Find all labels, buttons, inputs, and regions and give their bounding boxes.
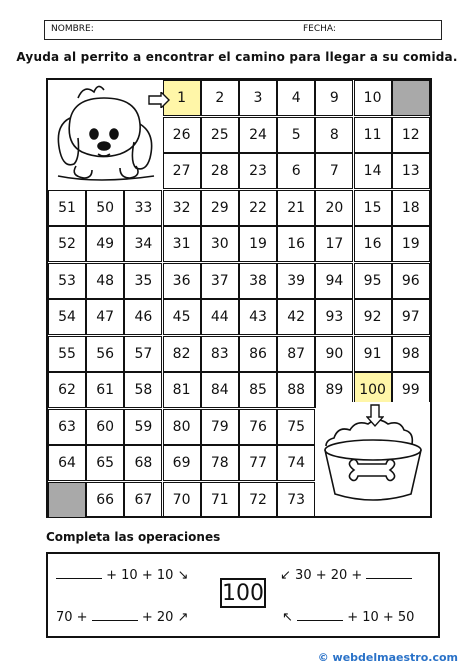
maze-cell[interactable]: 51 [48, 190, 86, 226]
maze-cell[interactable]: 25 [201, 117, 239, 153]
arrow-left-icon: ↙ [280, 568, 291, 583]
maze-cell[interactable]: 17 [315, 226, 353, 262]
maze-cell[interactable]: 43 [239, 299, 277, 335]
maze-cell[interactable]: 92 [354, 299, 392, 335]
maze-cell[interactable] [48, 482, 86, 518]
arrow-left-icon: ↖ [282, 610, 293, 625]
maze-cell[interactable]: 32 [163, 190, 201, 226]
maze-cell[interactable]: 33 [124, 190, 162, 226]
maze-cell[interactable]: 90 [315, 336, 353, 372]
maze-cell[interactable]: 37 [201, 263, 239, 299]
answer-blank[interactable] [92, 610, 138, 621]
maze-cell[interactable]: 34 [124, 226, 162, 262]
maze-cell[interactable]: 36 [163, 263, 201, 299]
name-label: NOMBRE: [51, 24, 94, 34]
maze-cell[interactable]: 13 [392, 153, 430, 189]
maze-cell[interactable]: 24 [239, 117, 277, 153]
maze-cell[interactable]: 59 [124, 409, 162, 445]
maze-cell[interactable]: 38 [239, 263, 277, 299]
maze-cell[interactable]: 19 [239, 226, 277, 262]
maze-cell[interactable]: 26 [163, 117, 201, 153]
maze-cell[interactable]: 98 [392, 336, 430, 372]
maze-cell[interactable]: 27 [163, 153, 201, 189]
maze-cell[interactable]: 88 [277, 372, 315, 408]
maze-cell[interactable]: 21 [277, 190, 315, 226]
maze-cell[interactable]: 6 [277, 153, 315, 189]
maze-cell[interactable]: 87 [277, 336, 315, 372]
maze-cell[interactable]: 96 [392, 263, 430, 299]
maze-cell[interactable]: 12 [392, 117, 430, 153]
maze-cell[interactable]: 78 [201, 445, 239, 481]
maze-cell[interactable]: 85 [239, 372, 277, 408]
maze-cell[interactable]: 75 [277, 409, 315, 445]
maze-cell[interactable]: 44 [201, 299, 239, 335]
maze-cell[interactable]: 48 [86, 263, 124, 299]
operation-text: 30 + 20 + [295, 568, 363, 583]
maze-cell[interactable]: 72 [239, 482, 277, 518]
maze-cell[interactable]: 100 [354, 372, 392, 408]
maze-cell[interactable]: 61 [86, 372, 124, 408]
maze-cell[interactable]: 28 [201, 153, 239, 189]
maze-cell[interactable]: 15 [354, 190, 392, 226]
maze-cell[interactable]: 19 [392, 226, 430, 262]
maze-cell[interactable]: 66 [86, 482, 124, 518]
maze-cell[interactable]: 54 [48, 299, 86, 335]
maze-cell[interactable]: 71 [201, 482, 239, 518]
maze-cell[interactable]: 49 [86, 226, 124, 262]
maze-cell[interactable]: 10 [354, 80, 392, 116]
arrow-right-icon: ↗ [177, 610, 189, 625]
footer-credit: © webdelmaestro.com [317, 651, 458, 664]
maze-cell[interactable] [392, 80, 430, 116]
maze-cell[interactable]: 99 [392, 372, 430, 408]
maze-cell[interactable]: 42 [277, 299, 315, 335]
maze-cell[interactable]: 65 [86, 445, 124, 481]
operation-top-left [56, 568, 188, 583]
maze-cell[interactable]: 68 [124, 445, 162, 481]
maze-cell[interactable]: 11 [354, 117, 392, 153]
maze-grid [46, 78, 432, 518]
maze-cell[interactable]: 93 [315, 299, 353, 335]
maze-cell[interactable]: 9 [315, 80, 353, 116]
maze-cell[interactable]: 80 [163, 409, 201, 445]
maze-cell[interactable]: 79 [201, 409, 239, 445]
start-arrow-icon [148, 92, 170, 108]
maze-cell[interactable]: 35 [124, 263, 162, 299]
maze-cell[interactable]: 63 [48, 409, 86, 445]
target-number: 100 [220, 578, 266, 608]
maze-cell[interactable]: 60 [86, 409, 124, 445]
maze-cell[interactable]: 53 [48, 263, 86, 299]
operation-bottom-left [56, 610, 188, 625]
maze-cell[interactable]: 62 [48, 372, 86, 408]
operation-bottom-right [282, 610, 414, 625]
date-label: FECHA: [303, 24, 336, 34]
maze-cell[interactable]: 64 [48, 445, 86, 481]
maze-cell[interactable]: 14 [354, 153, 392, 189]
operation-top-right [280, 568, 412, 583]
operations-subtitle: Completa las operaciones [46, 530, 221, 544]
maze-cell[interactable]: 70 [163, 482, 201, 518]
maze-cell[interactable]: 94 [315, 263, 353, 299]
maze-cell[interactable]: 39 [277, 263, 315, 299]
maze-cell[interactable]: 77 [239, 445, 277, 481]
maze-cell[interactable]: 30 [201, 226, 239, 262]
dog-illustration [48, 80, 162, 188]
maze-cell[interactable]: 29 [201, 190, 239, 226]
maze-cell[interactable]: 45 [163, 299, 201, 335]
maze-cell[interactable]: 20 [315, 190, 353, 226]
maze-cell[interactable]: 76 [239, 409, 277, 445]
maze-cell[interactable]: 7 [315, 153, 353, 189]
maze-cell[interactable]: 58 [124, 372, 162, 408]
arrow-right-icon: ↘ [177, 568, 189, 583]
maze-cell[interactable]: 82 [163, 336, 201, 372]
dog-icon [48, 80, 162, 188]
answer-blank[interactable] [56, 568, 102, 579]
maze-cell[interactable]: 4 [277, 80, 315, 116]
maze-cell[interactable]: 69 [163, 445, 201, 481]
maze-cell[interactable]: 46 [124, 299, 162, 335]
maze-cell[interactable]: 3 [239, 80, 277, 116]
answer-blank[interactable] [297, 610, 343, 621]
maze-cell[interactable]: 67 [124, 482, 162, 518]
maze-cell[interactable]: 97 [392, 299, 430, 335]
maze-cell[interactable]: 8 [315, 117, 353, 153]
operations-box [46, 552, 440, 638]
name-date-header [44, 20, 442, 40]
answer-blank[interactable] [366, 568, 412, 579]
instructions-title: Ayuda al perrito a encontrar el camino para llegar a su comida. [16, 50, 458, 64]
maze-cell[interactable]: 55 [48, 336, 86, 372]
maze-cell[interactable]: 73 [277, 482, 315, 518]
down-arrow-icon [366, 404, 384, 428]
maze-cell[interactable]: 52 [48, 226, 86, 262]
maze-cell[interactable]: 31 [163, 226, 201, 262]
maze-cell[interactable]: 74 [277, 445, 315, 481]
maze-cell[interactable]: 16 [354, 226, 392, 262]
maze-cell[interactable]: 47 [86, 299, 124, 335]
maze-cell[interactable]: 22 [239, 190, 277, 226]
maze-cell[interactable]: 16 [277, 226, 315, 262]
maze-cell[interactable]: 84 [201, 372, 239, 408]
maze-cell[interactable]: 95 [354, 263, 392, 299]
maze-cell[interactable]: 50 [86, 190, 124, 226]
maze-cell[interactable]: 57 [124, 336, 162, 372]
operation-text: + 20 [141, 610, 174, 625]
maze-cell[interactable]: 56 [86, 336, 124, 372]
maze-cell[interactable]: 86 [239, 336, 277, 372]
maze-cell[interactable]: 89 [315, 372, 353, 408]
maze-cell[interactable]: 18 [392, 190, 430, 226]
maze-cell[interactable]: 23 [239, 153, 277, 189]
maze-cell[interactable]: 2 [201, 80, 239, 116]
operation-text: + 10 + 10 [106, 568, 174, 583]
maze-cell[interactable]: 81 [163, 372, 201, 408]
operation-text: + 10 + 50 [347, 610, 415, 625]
maze-cell[interactable]: 83 [201, 336, 239, 372]
operation-text: 70 + [56, 610, 88, 625]
maze-cell[interactable]: 1 [163, 80, 201, 116]
maze-cell[interactable]: 5 [277, 117, 315, 153]
maze-cell[interactable]: 91 [354, 336, 392, 372]
